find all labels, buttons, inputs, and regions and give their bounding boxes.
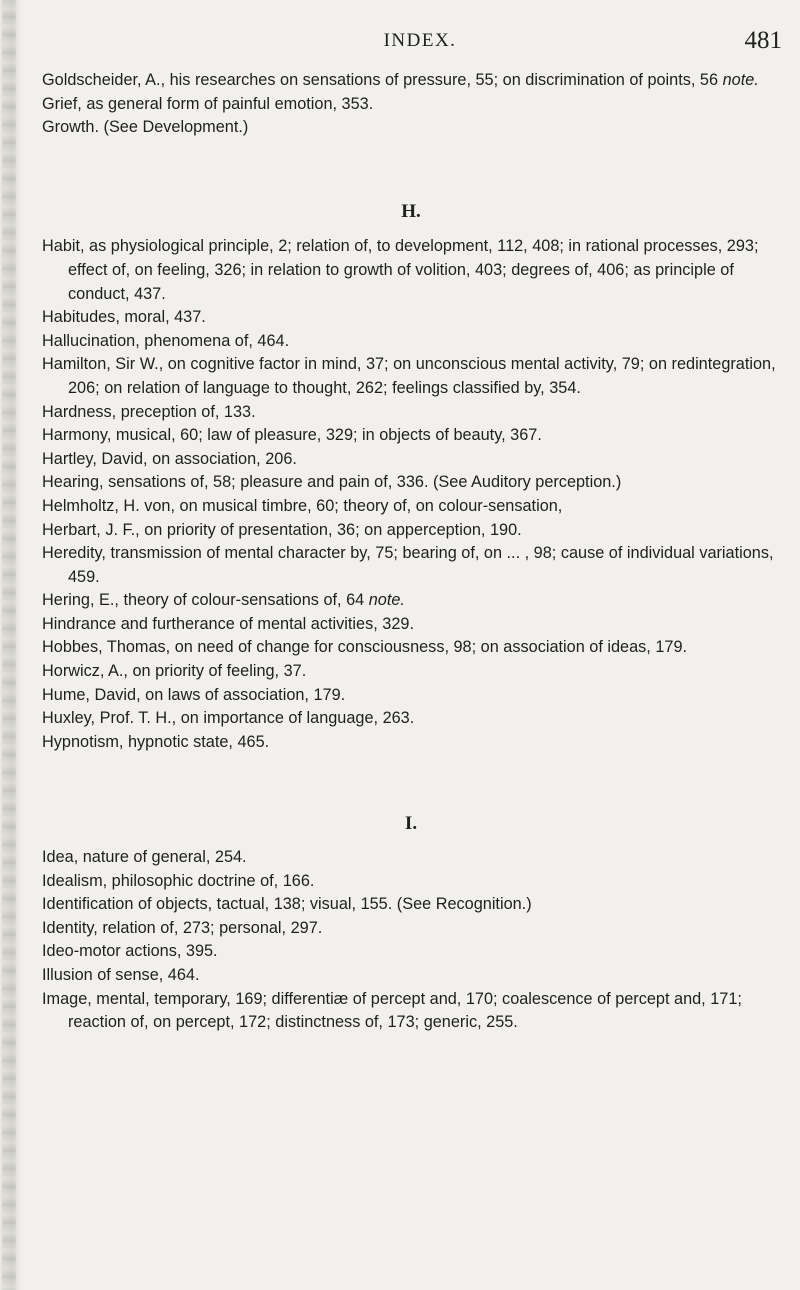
index-entry: Harmony, musical, 60; law of pleasure, 329; in objects of beauty, 367. xyxy=(42,426,542,445)
section-i-entries xyxy=(42,846,780,1035)
index-content xyxy=(42,69,780,1035)
index-entry: Huxley, Prof. T. H., on importance of language, 263. xyxy=(42,709,415,728)
index-entry: Hobbes, Thomas, on need of change for consciousness, 98; on association of ideas, 179. xyxy=(42,638,688,657)
index-entry: Illusion of sense, 464. xyxy=(42,966,200,984)
index-entry: Hypnotism, hypnotic state, 465. xyxy=(42,732,270,751)
index-entry: Hardness, preception of, 133. xyxy=(42,402,256,421)
section-heading-h: H. xyxy=(401,200,421,222)
index-entry: Hume, David, on laws of association, 179. xyxy=(42,685,346,704)
page-number: 481 xyxy=(744,27,782,54)
index-entry: Idea, nature of general, 254. xyxy=(42,848,247,867)
section-h-entries xyxy=(42,235,780,754)
page-binding-edge xyxy=(0,0,22,1290)
index-entry: Hearing, sensations of, 58; pleasure and pain of, 336. (See Auditory perception.) xyxy=(42,473,622,492)
index-entry: Identification of objects, tactual, 138; visual, 155. (See Recognition.) xyxy=(42,895,532,914)
index-entry-grief: Grief, as general form of painful emotion, 353. xyxy=(42,94,374,113)
index-entry: Identity, relation of, 273; personal, 297. xyxy=(42,918,323,937)
index-entry: Habitudes, moral, 437. xyxy=(42,308,206,327)
index-entry-goldscheider: Goldscheider, A., his researches on sensations of pressure, 55; on discrimination of points, 56 note. xyxy=(42,71,759,89)
index-entry: Heredity, transmission of mental character by, 75; bearing of, on ... , 98; cause of individual variations, 459. xyxy=(42,544,774,586)
index-entry: Ideo-motor actions, 395. xyxy=(42,942,218,961)
running-title: INDEX. xyxy=(383,30,457,51)
index-entry: Habit, as physiological principle, 2; relation of, to development, 112, 408; in rational processes, 293; effect of, on feeling, 326; in relation to growth of volition, 403; degrees of, 406; as principle of conduct, 437. xyxy=(42,237,759,303)
page-header xyxy=(40,27,800,56)
section-heading-i: I. xyxy=(404,813,418,835)
index-entry: Horwicz, A., on priority of feeling, 37. xyxy=(42,662,307,681)
index-entry: Image, mental, temporary, 169; differentiæ of percept and, 170; coalescence of percept and, 171; reaction of, on percept, 172; distinctness of, 173; generic, 255. xyxy=(42,989,742,1032)
index-entry: Herbart, J. F., on priority of presentation, 36; on apperception, 190. xyxy=(42,520,522,539)
index-entry: Hamilton, Sir W., on cognitive factor in mind, 37; on unconscious mental activity, 79; on redintegration, 206; on relation of language to thought, 262; feelings classified by, 354. xyxy=(42,355,776,397)
index-entry-growth: Growth. (See Development.) xyxy=(42,118,249,137)
index-entry: Idealism, philosophic doctrine of, 166. xyxy=(42,871,315,890)
index-entry: Hindrance and furtherance of mental activities, 329. xyxy=(42,614,414,633)
index-entry: Hallucination, phenomena of, 464. xyxy=(42,331,290,350)
section-g-entries xyxy=(42,69,780,140)
index-entry: Helmholtz, H. von, on musical timbre, 60; theory of, on colour-sensation, xyxy=(42,496,563,515)
index-entry-hering: Hering, E., theory of colour-sensations of, 64 note. xyxy=(42,591,405,610)
index-entry: Hartley, David, on association, 206. xyxy=(42,449,297,468)
